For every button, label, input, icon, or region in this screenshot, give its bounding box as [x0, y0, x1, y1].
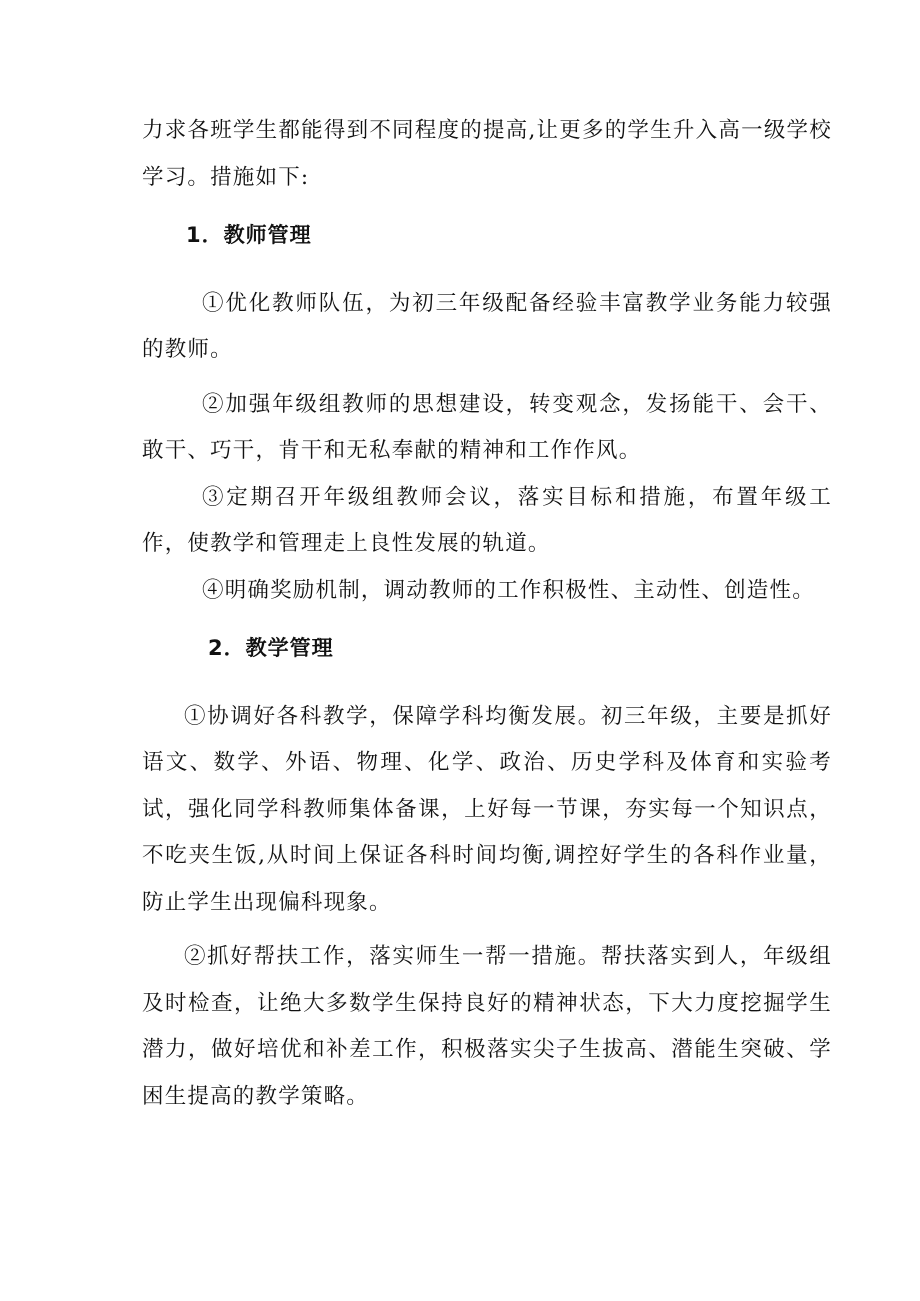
- teacher-item-4: ④明确奖励机制，调动教师的工作积极性、主动性、创造性。: [202, 577, 815, 603]
- teaching-item-2: ②抓好帮扶工作，落实师生一帮一措施。帮扶落实到人，年级组及时检查，让绝大多数学生保持良好的精神状态，下大力度挖掘学生潜力，做好培优和补差工作，积极落实尖子生拔高、潜能生突破、学困生提高的教学策略。: [142, 944, 832, 1109]
- section-heading-teacher-management: 1．教师管理: [186, 223, 312, 247]
- teaching-item-1: ①协调好各科教学，保障学科均衡发展。初三年级，主要是抓好语文、数学、外语、物理、化学、政治、历史学科及体育和实验考试，强化同学科教师集体备课，上好每一节课，夯实每一个知识点，不吃夹生饭,从时间上保证各科时间均衡,调控好学生的各科作业量，防止学生出现偏科现象。: [142, 703, 832, 915]
- teacher-item-3: ③定期召开年级组教师会议，落实目标和措施，布置年级工作，使教学和管理走上良性发展的轨道。: [142, 484, 832, 556]
- teacher-item-2: ②加强年级组教师的思想建设，转变观念，发扬能干、会干、敢干、巧干，肯干和无私奉献的精神和工作作风。: [142, 391, 832, 463]
- document-body: [142, 108, 832, 1120]
- intro-paragraph: 力求各班学生都能得到不同程度的提高,让更多的学生升入高一级学校学习。措施如下:: [142, 118, 832, 190]
- teacher-item-1: ①优化教师队伍，为初三年级配备经验丰富教学业务能力较强的教师。: [142, 290, 832, 362]
- section-heading-teaching-management: 2．教学管理: [208, 636, 334, 660]
